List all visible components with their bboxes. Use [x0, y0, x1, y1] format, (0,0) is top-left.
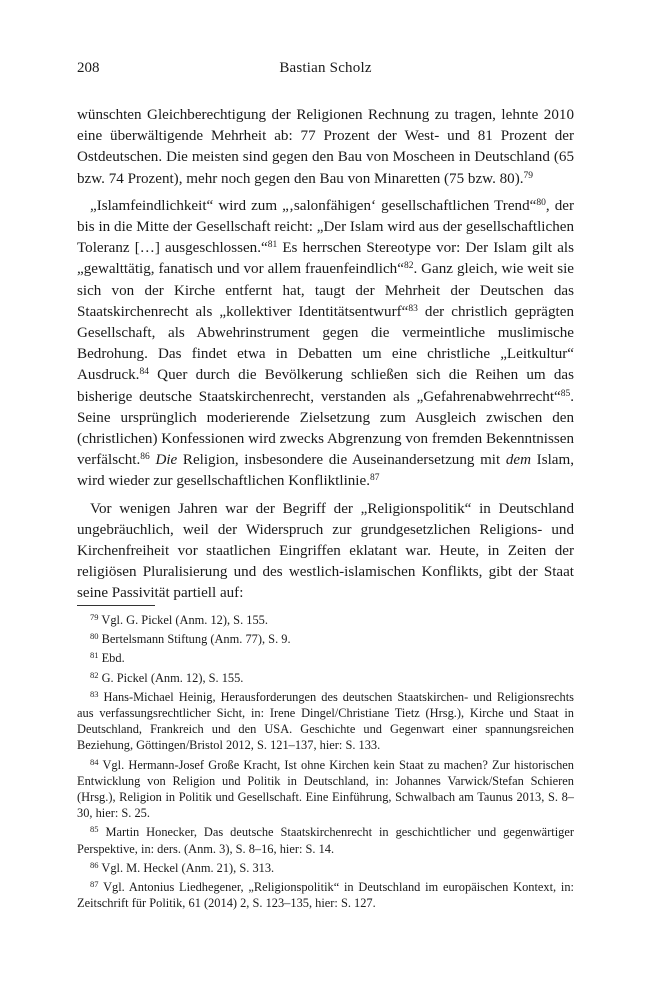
footnote-text: Vgl. M. Heckel (Anm. 21), S. 313.	[101, 860, 275, 875]
footnote-ref: 80	[536, 197, 546, 208]
emphasis-text: Die	[155, 452, 178, 469]
footnote-text: Ebd.	[101, 651, 125, 666]
footnote-ref: 81	[267, 240, 278, 251]
footnote-number: 79	[90, 612, 99, 622]
footnote	[77, 670, 574, 686]
footnotes	[77, 612, 574, 914]
footnote-separator	[77, 605, 155, 606]
paragraph	[77, 196, 574, 493]
footnote-ref: 83	[408, 303, 418, 314]
footnote-text: Bertelsmann Stiftung (Anm. 77), S. 9.	[101, 632, 291, 647]
footnote-number: 87	[90, 879, 99, 890]
footnote-text: Vgl. Antonius Liedhegener, „Religionspolitik“ in Deutschland im europäischen Kontext, in: Zeitschrift für Politik, 61 (2014) 2, S. 123–135, hier: S. 127.	[77, 880, 574, 911]
footnote-number: 82	[90, 669, 99, 680]
text-run: Islam, wird wieder zur gesellschaftlichen Konfliktlinie.	[77, 452, 574, 490]
main-text	[77, 105, 574, 605]
running-head-author: Bastian Scholz	[279, 60, 372, 76]
footnote-ref: 84	[139, 367, 149, 378]
footnote-number: 84	[90, 756, 99, 767]
footnote-text: Vgl. G. Pickel (Anm. 12), S. 155.	[101, 613, 268, 627]
text-run: „Islamfeindlichkeit“ wird zum „‚salonfähigen‘ gesellschaftlichen Trend“	[90, 197, 537, 214]
paragraph	[77, 499, 574, 605]
text-run: . Seine ursprünglich moderierende Zielsetzung zum Ausgleich zwischen den (christlichen) Konfessionen wird zwecks Abgrenzung von fremden Bekenntnissen verfälscht.	[77, 388, 574, 469]
footnote	[77, 650, 574, 666]
page-header	[77, 60, 574, 82]
footnote-number: 81	[90, 650, 99, 661]
footnote-text: G. Pickel (Anm. 12), S. 155.	[101, 670, 244, 685]
text-run: , der bis in die Mitte der Gesellschaft reicht: „Der Islam wird aus der gesellschaftlichen Toleranz […] ausgeschlossen.“	[77, 197, 574, 257]
footnote-text: Hans-Michael Heinig, Herausforderungen des deutschen Staatskirchen- und Religionsrechts aus verfassungsrechtlicher Sicht, in: Irene Dingel/Christiane Tietz (Hrsg.), Kirche und Staat in Deutschland, Frankreich und den USA. Geschichte und Gegenwart einer spannungsreichen Beziehung, Göttingen/Bristol 2012, S. 121–137, hier: S. 133.	[77, 689, 574, 753]
footnote	[77, 824, 574, 856]
footnote-number: 83	[90, 688, 99, 699]
page-number: 208	[77, 60, 100, 76]
text-run: Quer durch die Bevölkerung schließen sich die Reihen um das bisherige deutsche Staatskirchenrecht, verstanden als „Gefahrenabwehrrecht“	[77, 367, 574, 405]
footnote-text: Vgl. Hermann-Josef Große Kracht, Ist ohne Kirchen kein Staat zu machen? Zur historischen Entwicklung von Religion und Politik in Deutschland, in: Johannes Varwick/Stefan Schieren (Hrsg.), Religion in Politik und Gesellschaft. Eine Einführung, Schwalbach am Taunus 2013, S. 8–30, hier: S. 25.	[77, 757, 574, 821]
footnote	[77, 631, 574, 647]
text-run: Religion, insbesondere die Auseinandersetzung mit	[177, 452, 506, 469]
footnote-ref: 85	[560, 388, 571, 399]
footnote	[77, 879, 574, 911]
footnote	[77, 757, 574, 822]
footnote	[77, 860, 574, 876]
footnote-ref: 87	[369, 473, 380, 484]
footnote-text: Martin Honecker, Das deutsche Staatskirchenrecht in geschichtlicher und gegenwärtiger Perspektive, in: ders. (Anm. 3), S. 8–16, hier: S. 14.	[77, 825, 574, 856]
footnote-ref: 86	[140, 452, 150, 463]
text-run: Es herrschen Stereotype vor: Der Islam gilt als „gewalttätig, fanatisch und vor allem frauenfeindlich“	[77, 240, 574, 278]
text-run: . Ganz gleich, wie weit sie sich von der Kirche entfernt hat, taugt der Mehrheit der Deutschen das Staatskirchenrecht als „kollektiver Identitätsentwurf“	[77, 261, 574, 320]
footnote	[77, 612, 574, 628]
text-run: wünschten Gleichberechtigung der Religionen Rechnung zu tragen, lehnte 2010 eine überwältigende Mehrheit ab: 77 Prozent der West- und 81 Prozent der Ostdeutschen. Die meisten sind gegen den Bau von Moscheen in Deutschland (65 bzw. 74 Prozent), mehr noch gegen den Bau von Minaretten (75 bzw. 80).	[77, 107, 574, 187]
emphasis-text: dem	[505, 452, 532, 469]
footnote-ref: 82	[403, 261, 414, 272]
footnote	[77, 689, 574, 754]
footnote-ref: 79	[523, 170, 534, 181]
text-run: Vor wenigen Jahren war der Begriff der „Religionspolitik“ in Deutschland ungebräuchlich, weil der Widerspruch zur grundgesetzlichen Religions- und Kirchenfreiheit vor staatlichen Eingriffen eklatant war. Heute, in Zeiten der religiösen Pluralisierung und des westlich-islamischen Konflikts, gibt der Staat seine Passivität partiell auf:	[77, 500, 574, 602]
footnote-number: 86	[90, 859, 99, 870]
text-run: der christlich geprägten Gesellschaft, als Abwehrinstrument gegen die vermeintliche muslimische Bedrohung. Das findet etwa in Debatten um eine christliche „Leitkultur“ Ausdruck.	[77, 303, 574, 384]
paragraph	[77, 105, 574, 190]
footnote-number: 80	[90, 631, 99, 642]
footnote-number: 85	[90, 824, 99, 835]
